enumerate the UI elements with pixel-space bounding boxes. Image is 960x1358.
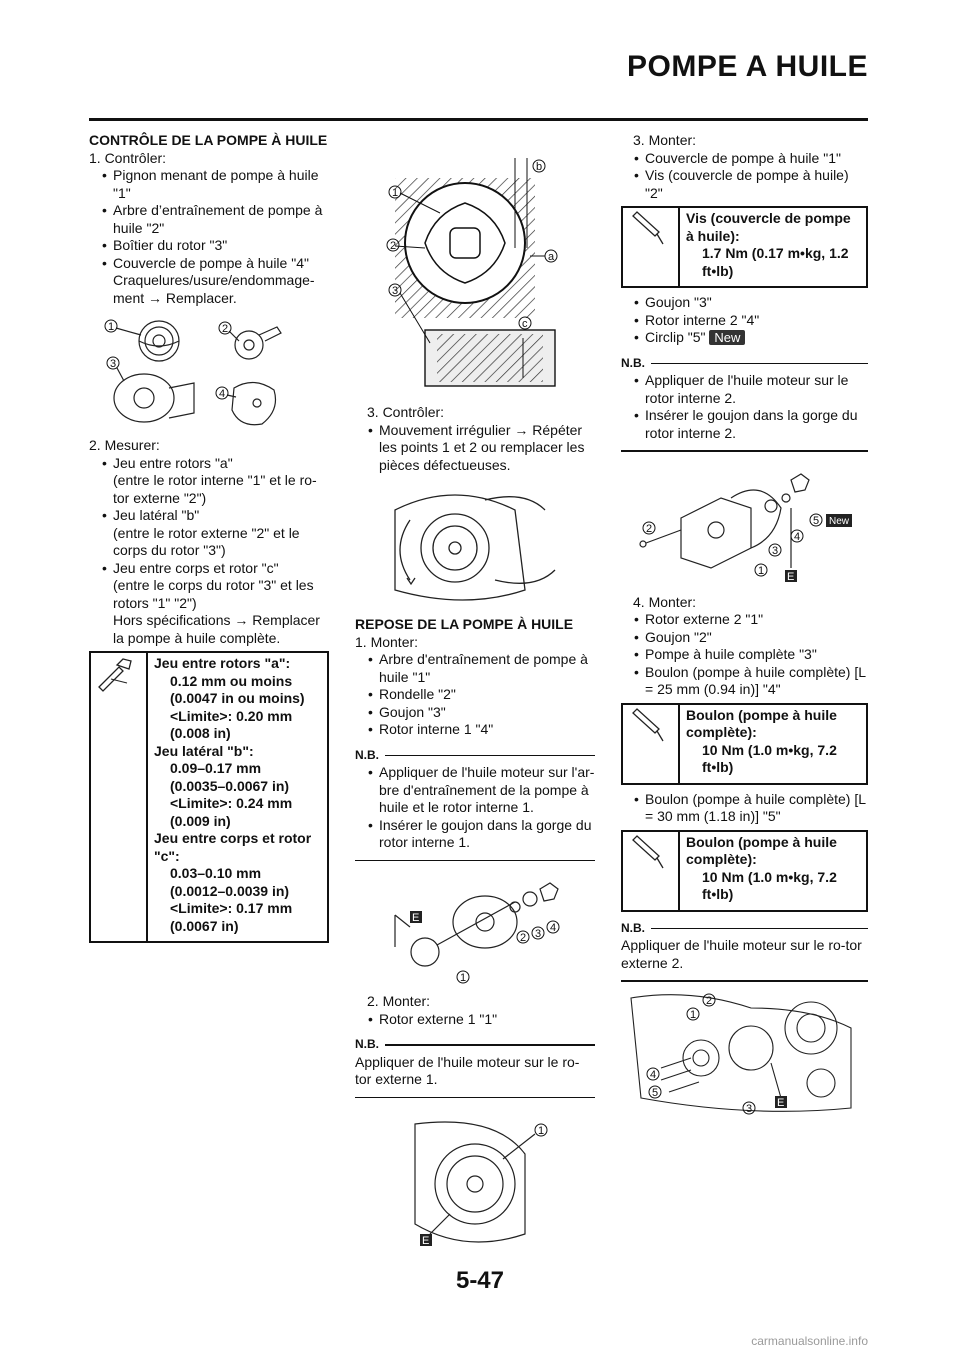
page-title: POMPE A HUILE bbox=[627, 50, 868, 83]
column-2 bbox=[355, 132, 595, 1260]
figure-callout: 3 bbox=[110, 358, 117, 370]
spec-value: <Limite>: 0.24 mm bbox=[170, 795, 293, 811]
oil-pump-parts-figure bbox=[89, 313, 289, 431]
outer-rotor-install-figure bbox=[355, 1104, 585, 1254]
list-item: • Boulon (pompe à huile complète) [L = 30 mm (1.18 in)] "5" bbox=[621, 791, 868, 826]
section-title-install: REPOSE DE LA POMPE À HUILE bbox=[355, 616, 574, 632]
torque-wrench-icon bbox=[623, 208, 680, 286]
list-item: • Jeu latéral "b" bbox=[89, 507, 329, 525]
figure-callout: 2 bbox=[222, 323, 229, 335]
list-item: • Goujon "3" bbox=[355, 704, 595, 722]
spec-value: 10 Nm (1.0 m•kg, 7.2 ft•lb) bbox=[702, 868, 837, 902]
list-item-note: (entre le rotor externe "2" et le corps du rotor "3") bbox=[113, 524, 300, 558]
rotor-clearance-figure bbox=[355, 138, 585, 398]
figure-callout: 4 bbox=[219, 388, 226, 400]
note-item: • Appliquer de l'huile moteur sur l'ar-bre d'entraînement de la pompe à huile et le rotor interne 1. bbox=[355, 764, 595, 817]
spec-line: Jeu entre rotors "a": bbox=[154, 655, 291, 671]
note-item: • Insérer le goujon dans la gorge du rotor interne 2. bbox=[621, 407, 868, 442]
note-end-rule bbox=[355, 860, 595, 862]
list-item-action: Hors spécifications → Remplacer la pompe à huile complète. bbox=[113, 612, 320, 646]
figure-callout: 1 bbox=[690, 1008, 697, 1021]
spec-value: (0.0067 in) bbox=[170, 917, 239, 934]
note-text: Appliquer de l'huile moteur sur le ro-tor externe 1. bbox=[355, 1053, 580, 1087]
measure-tool-icon bbox=[91, 653, 148, 941]
list-item: • Jeu entre rotors "a" bbox=[89, 455, 329, 473]
spec-box-clearance bbox=[89, 651, 329, 943]
spec-value: (0.009 in) bbox=[170, 812, 231, 829]
list-item: • Goujon "2" bbox=[621, 629, 868, 647]
list-item: • Boulon (pompe à huile complète) [L = 25 mm (0.94 in)] "4" bbox=[621, 664, 868, 699]
list-item: • Goujon "3" bbox=[621, 294, 868, 312]
note-item: • Insérer le goujon dans la gorge du rotor interne 1. bbox=[355, 817, 595, 852]
note-block bbox=[621, 920, 868, 982]
figure-callout: 4 bbox=[650, 1068, 657, 1081]
figure-callout: 1 bbox=[392, 187, 399, 199]
step-1: 1. Monter: bbox=[355, 633, 419, 650]
step-4: 4. Monter: bbox=[633, 593, 697, 610]
note-label: N.B. bbox=[621, 920, 868, 938]
spec-value: <Limite>: 0.17 mm bbox=[170, 900, 293, 916]
note-end-rule bbox=[355, 1097, 595, 1099]
pump-assembly-figure bbox=[621, 988, 861, 1118]
page-number: 5-47 bbox=[455, 1267, 505, 1294]
list-item bbox=[621, 329, 868, 347]
spec-line: Jeu latéral "b": bbox=[154, 742, 254, 759]
list-item: • Pompe à huile complète "3" bbox=[621, 646, 868, 664]
list-item: • Rotor interne 1 "4" bbox=[355, 721, 595, 739]
figure-callout: 2 bbox=[706, 994, 713, 1007]
step-3: 3. Contrôler: bbox=[367, 404, 445, 420]
drive-shaft-install-figure bbox=[355, 867, 585, 987]
column-1 bbox=[89, 132, 329, 949]
spec-box-torque bbox=[621, 830, 868, 912]
note-block bbox=[355, 1036, 595, 1098]
figure-callout: 2 bbox=[390, 240, 397, 252]
note-text: Appliquer de l'huile moteur sur le ro-tor externe 2. bbox=[621, 937, 862, 971]
spec-value: (0.0012–0.0039 in) bbox=[170, 882, 290, 899]
torque-wrench-icon bbox=[623, 705, 680, 783]
list-item: • Arbre d’entraînement de pompe à huile "2" bbox=[89, 202, 329, 237]
note-label: N.B. bbox=[355, 747, 595, 765]
figure-callout: 1 bbox=[460, 972, 467, 984]
list-item: • Vis (couvercle de pompe à huile) "2" bbox=[621, 167, 868, 202]
new-part-badge: New bbox=[829, 515, 850, 527]
spec-value: 1.7 Nm (0.17 m•kg, 1.2 ft•lb) bbox=[702, 245, 849, 279]
cover-install-figure bbox=[621, 458, 861, 588]
new-part-badge: New bbox=[709, 330, 745, 345]
spec-value: 0.09–0.17 mm bbox=[170, 760, 262, 776]
note-label: N.B. bbox=[355, 1036, 595, 1054]
rotor-rotation-figure bbox=[355, 480, 585, 610]
watermark: carmanualsonline.info bbox=[751, 1333, 868, 1348]
list-item: • Jeu entre corps et rotor "c" bbox=[89, 560, 329, 578]
step-3: 3. Monter: bbox=[633, 132, 697, 148]
spec-value: (0.0047 in ou moins) bbox=[170, 690, 305, 706]
torque-wrench-icon bbox=[623, 832, 680, 910]
list-item: • Mouvement irrégulier → Répéter les points 1 et 2 ou remplacer les pièces défectueuses. bbox=[355, 422, 595, 475]
list-item: • Rotor interne 2 "4" bbox=[621, 312, 868, 330]
oil-e-icon: E bbox=[787, 570, 795, 583]
spec-box-torque bbox=[621, 206, 868, 288]
figure-callout: 2 bbox=[520, 932, 527, 944]
spec-value: 0.12 mm ou moins bbox=[170, 672, 293, 689]
list-item: • Rondelle "2" bbox=[355, 686, 595, 704]
spec-line: Boulon (pompe à huile complète): bbox=[686, 833, 837, 867]
note-item: • Appliquer de l'huile moteur sur le rotor interne 2. bbox=[621, 372, 868, 407]
column-3 bbox=[621, 132, 868, 1124]
spec-value: (0.0035–0.0067 in) bbox=[170, 777, 290, 794]
spec-value: 10 Nm (1.0 m•kg, 7.2 ft•lb) bbox=[702, 741, 837, 775]
list-item-text: Circlip "5" bbox=[645, 329, 706, 345]
figure-callout: 3 bbox=[392, 285, 399, 297]
spec-value: (0.008 in) bbox=[170, 725, 231, 741]
figure-callout: 3 bbox=[535, 928, 542, 940]
list-item: • Pignon menant de pompe à huile "1" bbox=[89, 167, 329, 202]
list-item: • Rotor externe 1 "1" bbox=[355, 1011, 595, 1029]
figure-callout: c bbox=[522, 318, 528, 330]
spec-line: Vis (couvercle de pompe à huile): bbox=[686, 210, 851, 244]
list-item-note: (entre le rotor interne "1" et le ro-tor externe "2") bbox=[113, 472, 317, 506]
note-end-rule bbox=[621, 980, 868, 982]
spec-box-torque bbox=[621, 703, 868, 785]
oil-e-icon: E bbox=[422, 1235, 430, 1247]
step-2: 2. Monter: bbox=[367, 993, 431, 1009]
figure-callout: 1 bbox=[108, 321, 115, 333]
step-2: 2. Mesurer: bbox=[89, 437, 160, 453]
list-item: • Rotor externe 2 "1" bbox=[621, 611, 868, 629]
figure-callout: 3 bbox=[746, 1102, 753, 1115]
figure-callout: 5 bbox=[652, 1086, 659, 1099]
figure-callout: 2 bbox=[646, 522, 653, 535]
header-rule bbox=[89, 118, 868, 121]
note-label: N.B. bbox=[621, 355, 868, 373]
figure-callout: 1 bbox=[758, 564, 765, 577]
note-end-rule bbox=[621, 450, 868, 452]
figure-callout: 4 bbox=[794, 530, 801, 543]
list-item: • Arbre d'entraînement de pompe à huile "1" bbox=[355, 651, 595, 686]
list-item: • Couvercle de pompe à huile "4" bbox=[89, 255, 329, 273]
list-item-note: (entre le corps du rotor "3" et les rotors "1" "2") bbox=[113, 577, 314, 611]
figure-callout: a bbox=[548, 251, 555, 263]
oil-e-icon: E bbox=[412, 912, 420, 924]
spec-value: <Limite>: 0.20 mm bbox=[170, 707, 293, 724]
spec-value: 0.03–0.10 mm bbox=[170, 865, 262, 881]
section-title-check: CONTRÔLE DE LA POMPE À HUILE bbox=[89, 132, 328, 148]
figure-callout: 1 bbox=[538, 1125, 545, 1137]
figure-callout: 3 bbox=[772, 544, 779, 557]
oil-e-icon: E bbox=[777, 1096, 785, 1109]
list-item: • Couvercle de pompe à huile "1" bbox=[621, 150, 868, 168]
spec-line: Boulon (pompe à huile complète): bbox=[686, 706, 837, 740]
figure-callout: 5 bbox=[813, 514, 820, 527]
step-1: 1. Contrôler: bbox=[89, 149, 167, 166]
damage-note: Craquelures/usure/endommage-ment → Remplacer. bbox=[113, 272, 315, 306]
spec-line: Jeu entre corps et rotor "c": bbox=[154, 830, 312, 864]
figure-callout: 4 bbox=[550, 922, 557, 934]
note-block bbox=[355, 747, 595, 862]
figure-callout: b bbox=[536, 161, 543, 173]
list-item: • Boîtier du rotor "3" bbox=[89, 237, 329, 255]
note-block bbox=[621, 355, 868, 452]
